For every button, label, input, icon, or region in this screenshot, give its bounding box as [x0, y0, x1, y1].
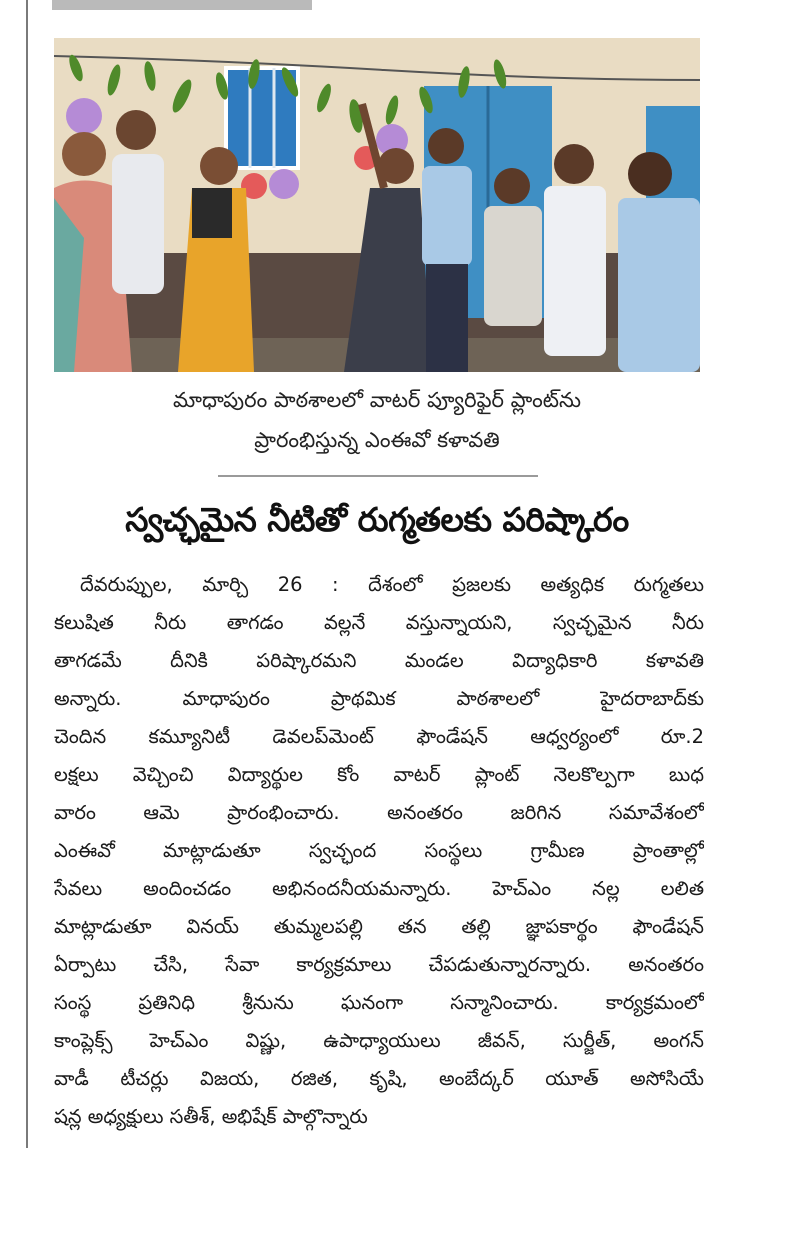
article-body-line: లక్షలు వెచ్చించి విద్యార్థుల కోం వాటర్ ప్లాంట్ నెలకొల్పగా బుధ — [54, 763, 704, 786]
article-body-line: ఎంఈవో మాట్లాడుతూ స్వచ్ఛంద సంస్థలు గ్రామీణ ప్రాంతాల్లో — [54, 839, 704, 862]
article-headline: స్వచ్ఛమైన నీటితో రుగ్మతలకు పరిష్కారం — [125, 500, 629, 539]
article-body-line: దేవరుప్పుల, మార్చి 26 : దేశంలో ప్రజలకు అత్యధిక రుగ్మతలు — [80, 573, 704, 596]
article-body-line: కాంప్లెక్స్ హెచ్‌ఎం విష్ణు, ఉపాధ్యాయులు జీవన్, సుర్జీత్, అంగన్ — [54, 1029, 704, 1052]
article-body-line: ఏర్పాటు చేసి, సేవా కార్యక్రమాలు చేపడుతున్నారన్నారు. అనంతరం — [54, 953, 704, 976]
article-body-line: వారం ఆమె ప్రారంభించారు. అనంతరం జరిగిన సమావేశంలో — [54, 801, 704, 824]
article-body-line: వాడీ టీచర్లు విజయ, రజిత, కృషి, అంబేద్కర్ యూత్ అసోసియే — [54, 1067, 704, 1090]
article-body-line: కలుషిత నీరు తాగడం వల్లనే వస్తున్నాయని, స్వచ్ఛమైన నీరు — [54, 611, 704, 634]
news-photo — [54, 38, 700, 372]
article-body-line: తాగడమే దీనికి పరిష్కారమని మండల విద్యాధికారి కళావతి — [54, 649, 704, 672]
article-body-line: మాట్లాడుతూ వినయ్ తుమ్మలపల్లి తన తల్లి జ్ఞాపకార్థం ఫౌండేషన్ — [54, 915, 704, 938]
article-body-line: షన్ల అధ్యక్షులు సతీశ్, అభిషేక్ పాల్గొన్నారు — [54, 1105, 368, 1128]
photo-caption-line-2: ప్రారంభిస్తున్న ఎంఈవో కళావతి — [254, 428, 500, 452]
article-body-line: అన్నారు. మాధాపురం ప్రాథమిక పాఠశాలలో హైదరాబాద్‌కు — [54, 687, 704, 710]
column-rule — [26, 0, 28, 1148]
caption-divider — [218, 475, 538, 477]
article-body-line: చెందిన కమ్యూనిటీ డెవలప్‌మెంట్ ఫౌండేషన్ ఆధ్వర్యంలో రూ.2 — [54, 725, 704, 748]
photo-caption-line-1: మాధాపురం పాఠశాలలో వాటర్ ప్యూరిఫైర్ ప్లాంట్‌ను — [173, 388, 581, 412]
cut-off-previous-text — [52, 0, 312, 10]
article-body-line: సేవలు అందించడం అభినందనీయమన్నారు. హెచ్‌ఎం నల్ల లలిత — [54, 877, 704, 900]
article-body — [54, 566, 704, 1136]
article-body-line: సంస్థ ప్రతినిధి శ్రీనును ఘనంగా సన్మానించారు. కార్యక్రమంలో — [54, 991, 704, 1014]
